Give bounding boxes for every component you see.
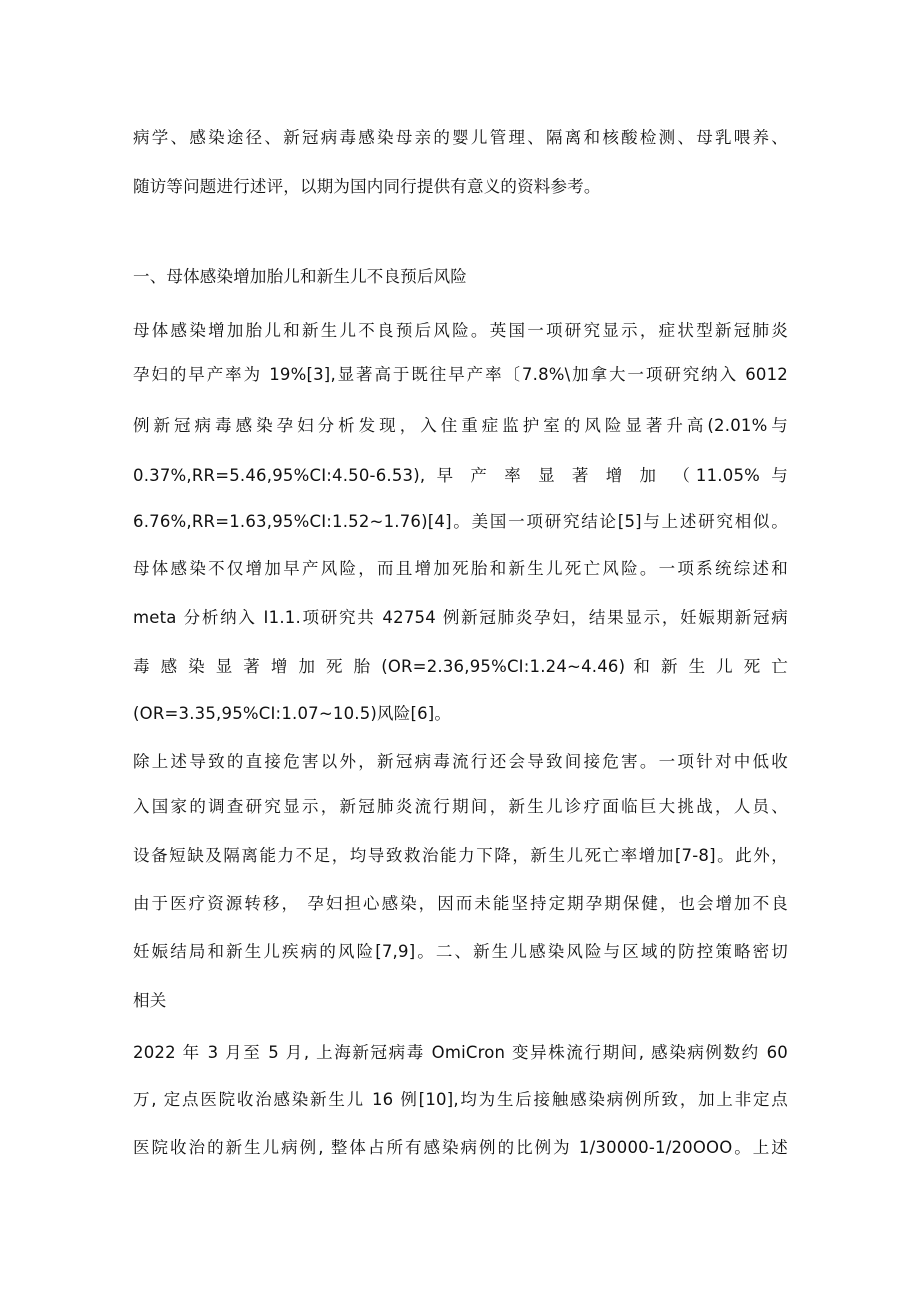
s1-p2-line-1: 除上述导致的直接危害以外，新冠病毒流行还会导致间接危害。一项针对中低收 <box>133 752 788 771</box>
s1-p2-line-3: 设备短缺及隔离能力不足，均导致救治能力下降，新生儿死亡率增加[7-8]。此外， <box>133 846 788 865</box>
s2-p1-line-3: 医院收治的新生儿病例, 整体占所有感染病例的比例为 1/30000-1/20OOO。上述 <box>133 1138 788 1157</box>
section-1-heading: 一、母体感染增加胎儿和新生儿不良预后风险 <box>133 267 467 286</box>
s2-p1-line-2: 万, 定点医院收治感染新生儿 16 例[10],均为生后接触感染病例所致，加上非定点 <box>133 1090 788 1109</box>
intro-line-2: 随访等问题进行述评，以期为国内同行提供有意义的资料参考。 <box>133 177 601 196</box>
s1-p1-line-6: 母体感染不仅增加早产风险，而且增加死胎和新生儿死亡风险。一项系统综述和 <box>133 559 788 578</box>
s1-p1-line-7: meta 分析纳入 I1.1.项研究共 42754 例新冠肺炎孕妇，结果显示，妊娠期新冠病 <box>133 608 788 627</box>
s1-p1-line-1: 母体感染增加胎儿和新生儿不良预后风险。英国一项研究显示，症状型新冠肺炎 <box>133 321 788 340</box>
s2-p1-line-1: 2022 年 3 月至 5 月, 上海新冠病毒 OmiCron 变异株流行期间, 感染病例数约 60 <box>133 1043 788 1062</box>
s1-p2-line-4: 由于医疗资源转移， 孕妇担心感染，因而未能坚持定期孕期保健，也会增加不良 <box>133 894 788 913</box>
s1-p1-line-4: 0.37%,RR=5.46,95%CI:4.50-6.53), 早 产 率 显 著 增 加 （11.05% 与 <box>133 466 788 485</box>
s1-p1-line-9: (OR=3.35,95%CI:1.07~10.5)风险[6]。 <box>133 704 452 723</box>
s1-p1-line-8: 毒 感 染 显 著 增 加 死 胎 (OR=2.36,95%CI:1.24~4.46) 和 新 生 儿 死 亡 <box>133 657 788 676</box>
s1-p2-line-2: 入国家的调查研究显示，新冠肺炎流行期间，新生儿诊疗面临巨大挑战，人员、 <box>133 797 788 816</box>
s1-p1-line-3: 例新冠病毒感染孕妇分析发现，入住重症监护室的风险显著升高(2.01%与 <box>133 416 788 435</box>
s1-p2-line-5: 妊娠结局和新生儿疾病的风险[7,9]。二、新生儿感染风险与区域的防控策略密切 <box>133 942 788 961</box>
s1-p1-line-5: 6.76%,RR=1.63,95%CI:1.52~1.76)[4]。美国一项研究结论[5]与上述研究相似。 <box>133 512 788 531</box>
s1-p2-line-6: 相关 <box>133 991 167 1010</box>
s1-p1-line-2: 孕妇的早产率为 19%[3],显著高于既往早产率〔7.8%\加拿大一项研究纳入 6012 <box>133 365 788 384</box>
intro-line-1: 病学、感染途径、新冠病毒感染母亲的婴儿管理、隔离和核酸检测、母乳喂养、 <box>133 128 788 147</box>
